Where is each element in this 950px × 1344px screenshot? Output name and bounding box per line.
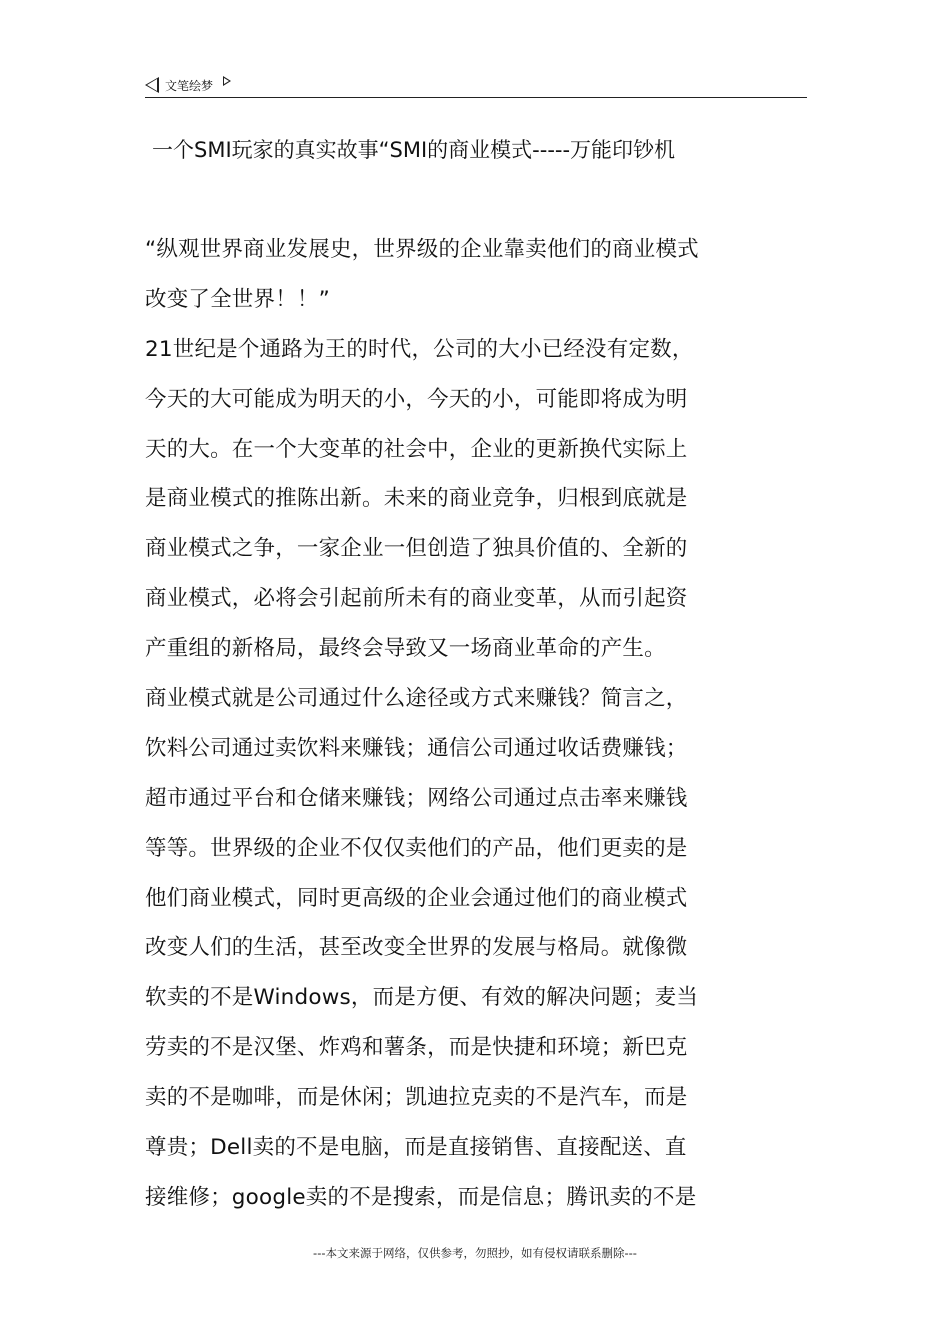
body-line: 劳卖的不是汉堡、炸鸡和薯条，而是快捷和环境；新巴克 [145, 1035, 688, 1061]
body-line: 接维修；google卖的不是搜索，而是信息；腾讯卖的不是 [145, 1184, 697, 1210]
body-line: 商业模式之争，一家企业一但创造了独具价值的、全新的 [145, 536, 688, 562]
body-line: 尊贵；Dell卖的不是电脑，而是直接销售、直接配送、直 [145, 1135, 687, 1161]
header-label: 文笔绘梦 [165, 78, 214, 93]
footer-disclaimer: ---本文来源于网络，仅供参考，勿照抄，如有侵权请联系删除--- [313, 1246, 637, 1260]
document-body [145, 225, 810, 1223]
body-line: 饮料公司通过卖饮料来赚钱；通信公司通过收话费赚钱； [145, 735, 688, 761]
body-line: 商业模式，必将会引起前所未有的商业变革，从而引起资 [145, 586, 688, 612]
body-line: 产重组的新格局，最终会导致又一场商业革命的产生。 [145, 636, 666, 662]
body-line: 等等。世界级的企业不仅仅卖他们的产品，他们更卖的是 [145, 835, 688, 861]
page-header [145, 74, 231, 96]
header-divider [145, 97, 807, 98]
body-line: 改变了全世界！！” [145, 286, 330, 312]
body-line: 软卖的不是Windows，而是方便、有效的解决问题；麦当 [145, 985, 699, 1011]
body-line: 超市通过平台和仓储来赚钱；网络公司通过点击率来赚钱 [145, 785, 688, 811]
body-line: 商业模式就是公司通过什么途径或方式来赚钱？简言之， [145, 686, 688, 712]
body-line: “纵观世界商业发展史，世界级的企业靠卖他们的商业模式 [145, 237, 699, 262]
body-line: 他们商业模式，同时更高级的企业会通过他们的商业模式 [145, 885, 688, 911]
document-title: 一个SMI玩家的真实故事“SMI的商业模式-----万能印钞机 [152, 138, 676, 162]
body-line: 今天的大可能成为明天的小，今天的小，可能即将成为明 [145, 386, 688, 412]
triangle-right-icon [223, 76, 231, 86]
body-line: 改变人们的生活，甚至改变全世界的发展与格局。就像微 [145, 935, 688, 961]
body-line: 天的大。在一个大变革的社会中，企业的更新换代实际上 [145, 436, 688, 462]
triangle-left-icon [145, 77, 159, 93]
body-line: 是商业模式的推陈出新。未来的商业竞争，归根到底就是 [145, 486, 688, 512]
body-line: 21世纪是个通路为王的时代，公司的大小已经没有定数， [145, 336, 694, 362]
body-line: 卖的不是咖啡，而是休闲；凯迪拉克卖的不是汽车，而是 [145, 1085, 688, 1111]
